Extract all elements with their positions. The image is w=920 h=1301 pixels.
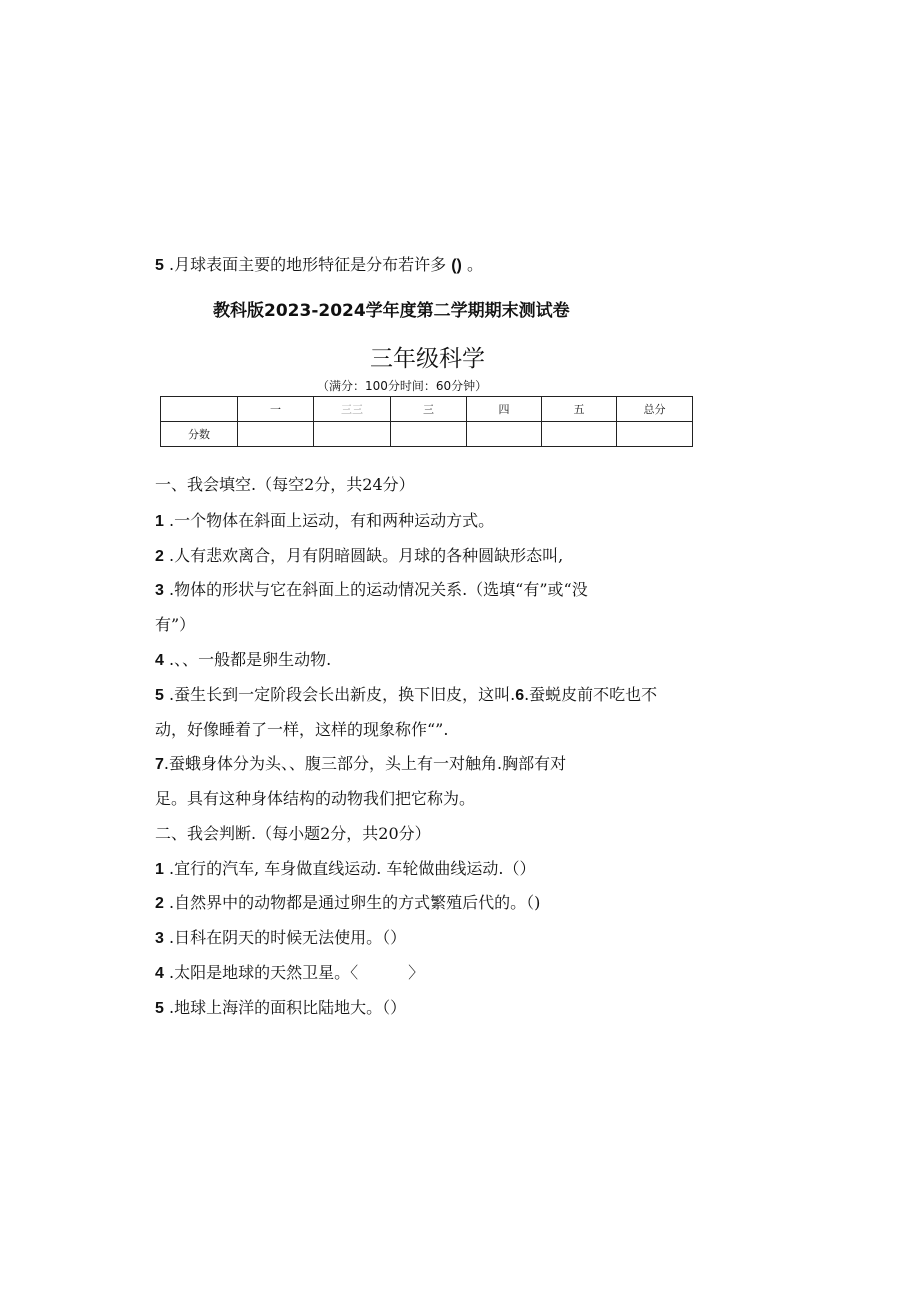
question-text: .蚕生长到一定阶段会长出新皮，换下旧皮，这叫. — [169, 685, 516, 704]
question-judge-3 — [155, 925, 406, 948]
question-number: 5 — [155, 687, 164, 704]
question-text: .自然界中的动物都是通过卵生的方式繁殖后代的。（) — [169, 893, 541, 912]
section-1-heading: 一、我会填空.（每空2分，共24分） — [155, 475, 415, 494]
question-number: 1 — [155, 513, 164, 530]
question-judge-1 — [155, 856, 536, 879]
question-number: 5 — [155, 1000, 164, 1017]
question-number: 4 — [155, 652, 164, 669]
question-text: .人有悲欢离合，月有阴暗圆缺。月球的各种圆缺形态叫, — [169, 546, 564, 565]
question-fill-7 — [155, 751, 566, 774]
score-cell[interactable] — [314, 422, 391, 447]
question-fill-2 — [155, 543, 563, 566]
score-table-header-cell: 总分 — [617, 397, 693, 422]
question-number: 1 — [155, 861, 164, 878]
question-text: .蚕蛾身体分为头、、腹三部分，头上有一对触角.胸部有对 — [163, 754, 567, 773]
question-number: 3 — [155, 930, 164, 947]
question-end: 。 — [466, 255, 483, 274]
score-row-label: 分数 — [161, 422, 238, 447]
question-text: .太阳是地球的天然卫星。〈 — [169, 963, 359, 982]
score-table-header-cell: 四 — [467, 397, 542, 422]
score-cell[interactable] — [391, 422, 467, 447]
question-text: .一个物体在斜面上运动，有和两种运动方式。 — [169, 511, 495, 530]
score-cell[interactable] — [542, 422, 617, 447]
section-2-heading: 二、我会判断.（每小题2分，共20分） — [155, 824, 431, 843]
question-fill-6-continuation: 动，好像睡着了一样，这样的现象称作“”. — [155, 720, 449, 739]
question-text: .日科在阴天的时候无法使用。（） — [169, 928, 407, 947]
question-text: .地球上海洋的面积比陆地大。（） — [169, 998, 407, 1017]
score-cell[interactable] — [238, 422, 314, 447]
exam-subtitle: 三年级科学 — [370, 346, 485, 372]
score-table-header-row — [161, 397, 693, 422]
question-number: 2 — [155, 548, 164, 565]
question-number: 2 — [155, 895, 164, 912]
question-judge-2 — [155, 890, 540, 913]
score-table-header-cell: 一 — [238, 397, 314, 422]
question-fill-5-6 — [155, 682, 657, 705]
question-text: .、、一般都是卵生动物. — [169, 650, 332, 669]
question-number: 6 — [515, 687, 525, 704]
question-number: 7 — [155, 756, 164, 773]
question-fill-1 — [155, 508, 494, 531]
question-text: .月球表面主要的地形特征是分布若许多 — [169, 255, 447, 274]
score-table-header-cell: 五 — [542, 397, 617, 422]
question-text: .物体的形状与它在斜面上的运动情况关系.（选填“有”或“没 — [169, 580, 588, 599]
score-table-row — [161, 422, 693, 447]
answer-close-bracket: 〉 — [408, 963, 425, 982]
question-text: .蚕蜕皮前不吃也不 — [524, 685, 658, 704]
score-table-header-cell: 三三 — [314, 397, 391, 422]
exam-title: 教科版2023-2024学年度第二学期期末测试卷 — [213, 301, 570, 321]
question-judge-4 — [155, 960, 424, 983]
question-judge-5 — [155, 995, 406, 1018]
question-fill-4 — [155, 647, 331, 670]
question-number: 4 — [155, 965, 164, 982]
question-fill-3-continuation: 有”） — [155, 615, 196, 634]
exam-meta: （满分：100分时间：60分钟） — [317, 379, 488, 393]
question-fill-3 — [155, 577, 588, 600]
score-table-header-cell: 三 — [391, 397, 467, 422]
question-text: .宜行的汽车, 车身做直线运动. 车轮做曲线运动.（） — [169, 859, 536, 878]
score-table — [160, 396, 693, 447]
question-fill-7-continuation: 足。具有这种身体结构的动物我们把它称为。 — [155, 789, 476, 808]
question-number: 3 — [155, 582, 164, 599]
score-cell[interactable] — [617, 422, 693, 447]
question-number: 5 — [155, 257, 164, 274]
answer-paren: () — [451, 257, 462, 274]
score-table-header-cell — [161, 397, 238, 422]
question-fill-5 — [155, 252, 483, 275]
score-cell[interactable] — [467, 422, 542, 447]
